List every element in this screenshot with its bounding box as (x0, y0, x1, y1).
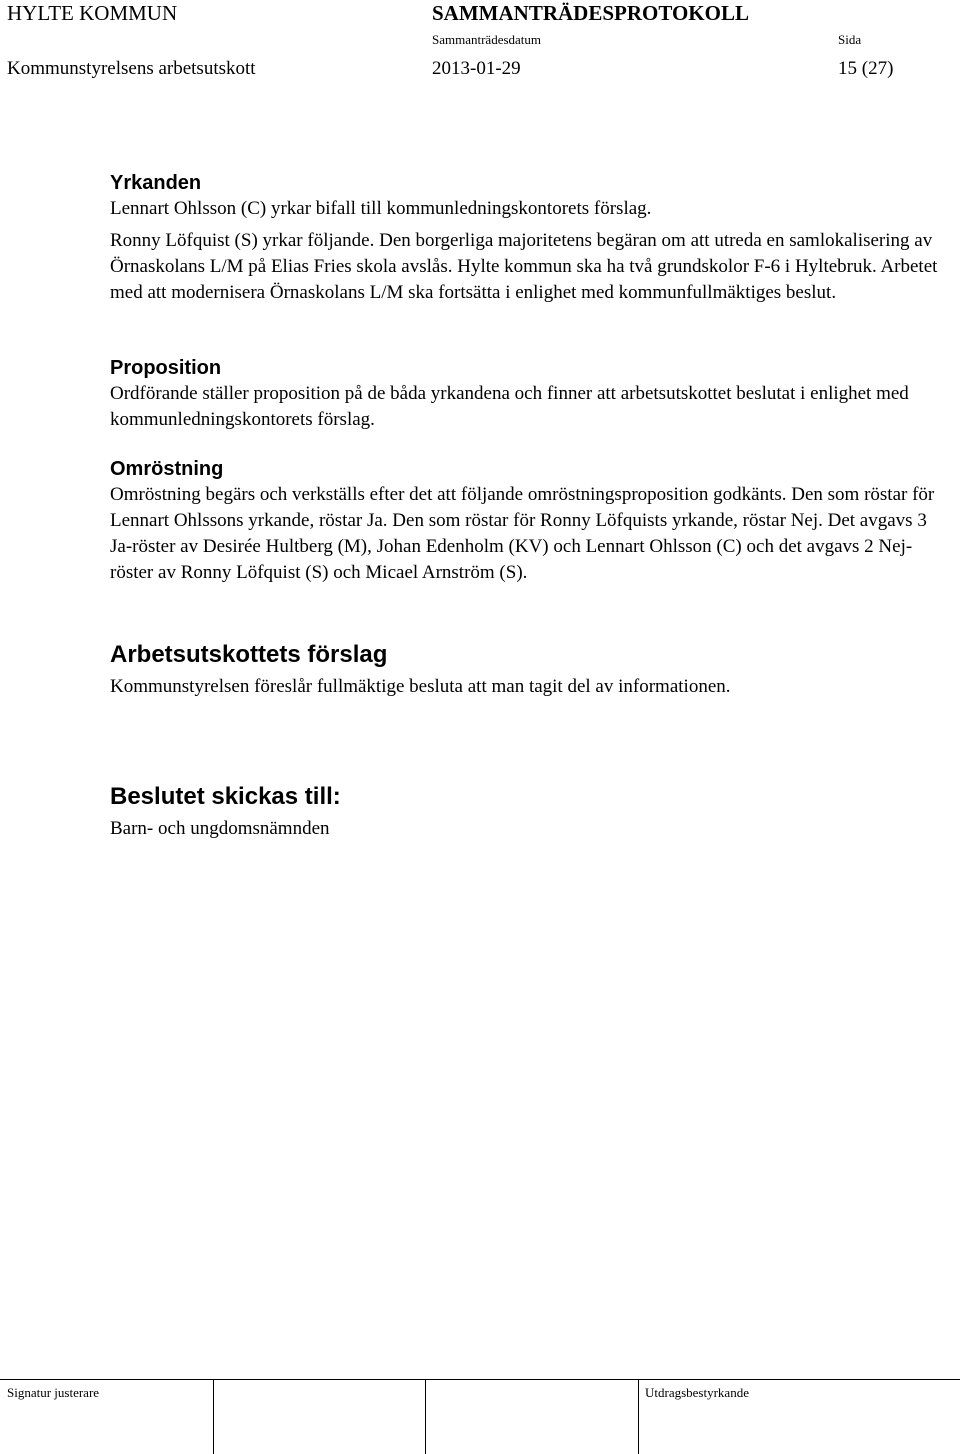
section-heading: Proposition (110, 357, 222, 379)
section-yrkanden (110, 170, 940, 306)
section-text: Kommunstyrelsen föreslår fullmäktige besluta att man tagit del av informationen. (110, 676, 731, 697)
meeting-date: 2013-01-29 (432, 58, 521, 79)
organization-name: HYLTE KOMMUN (7, 1, 178, 25)
section-text: Omröstning begärs och verkställs efter det att följande omröstningsproposition godkänts. Den som röstar för Lennart Ohlssons yrkande, röstar Ja. Den som röstar för Ronny Löfquists yrkande, röstar Nej. Det avgavs 3 Ja-röster av Desirée Hultberg (M), Johan Edenholm (KV) och Lennart Ohlsson (C) och det avgavs 2 Nej-röster av Ronny Löfquist (S) och Micael Arnström (S). (110, 484, 935, 583)
section-recipients (110, 782, 940, 842)
section-heading: Beslutet skickas till: (110, 783, 341, 810)
section-proposition (110, 355, 940, 433)
section-heading: Yrkanden (110, 172, 202, 194)
footer-cell-divider (425, 1379, 426, 1454)
page-number: 15 (27) (838, 58, 894, 79)
section-heading: Arbetsutskottets förslag (110, 641, 388, 668)
section-text: Lennart Ohlsson (C) yrkar bifall till kommunledningskontorets förslag. (110, 198, 652, 219)
committee-name: Kommunstyrelsens arbetsutskott (7, 58, 256, 79)
recipient: Barn- och ungdomsnämnden (110, 818, 330, 839)
section-forslag (110, 640, 940, 700)
footer-cell-divider (638, 1379, 639, 1454)
section-omrostning (110, 456, 940, 586)
extract-label: Utdragsbestyrkande (645, 1385, 749, 1400)
page-label: Sida (838, 32, 862, 47)
footer-divider (0, 1379, 960, 1380)
date-label: Sammanträdesdatum (432, 32, 542, 47)
section-text: Ronny Löfquist (S) yrkar följande. Den borgerliga majoritetens begäran om att utreda en samlokalisering av Örnaskolans L/M på Elias Fries skola avslås. Hylte kommun ska ha två grundskolor F-6 i Hyltebruk. Arbetet med att modernisera Örnaskolans L/M ska fortsätta i enlighet med kommunfullmäktiges beslut. (110, 230, 938, 303)
section-text: Ordförande ställer proposition på de båda yrkandena och finner att arbetsutskottet beslutat i enlighet med kommunledningskontorets förslag. (110, 383, 909, 430)
document-type: SAMMANTRÄDESPROTOKOLL (432, 1, 749, 25)
section-heading: Omröstning (110, 458, 224, 480)
signature-label: Signatur justerare (7, 1385, 100, 1400)
footer-cell-divider (213, 1379, 214, 1454)
